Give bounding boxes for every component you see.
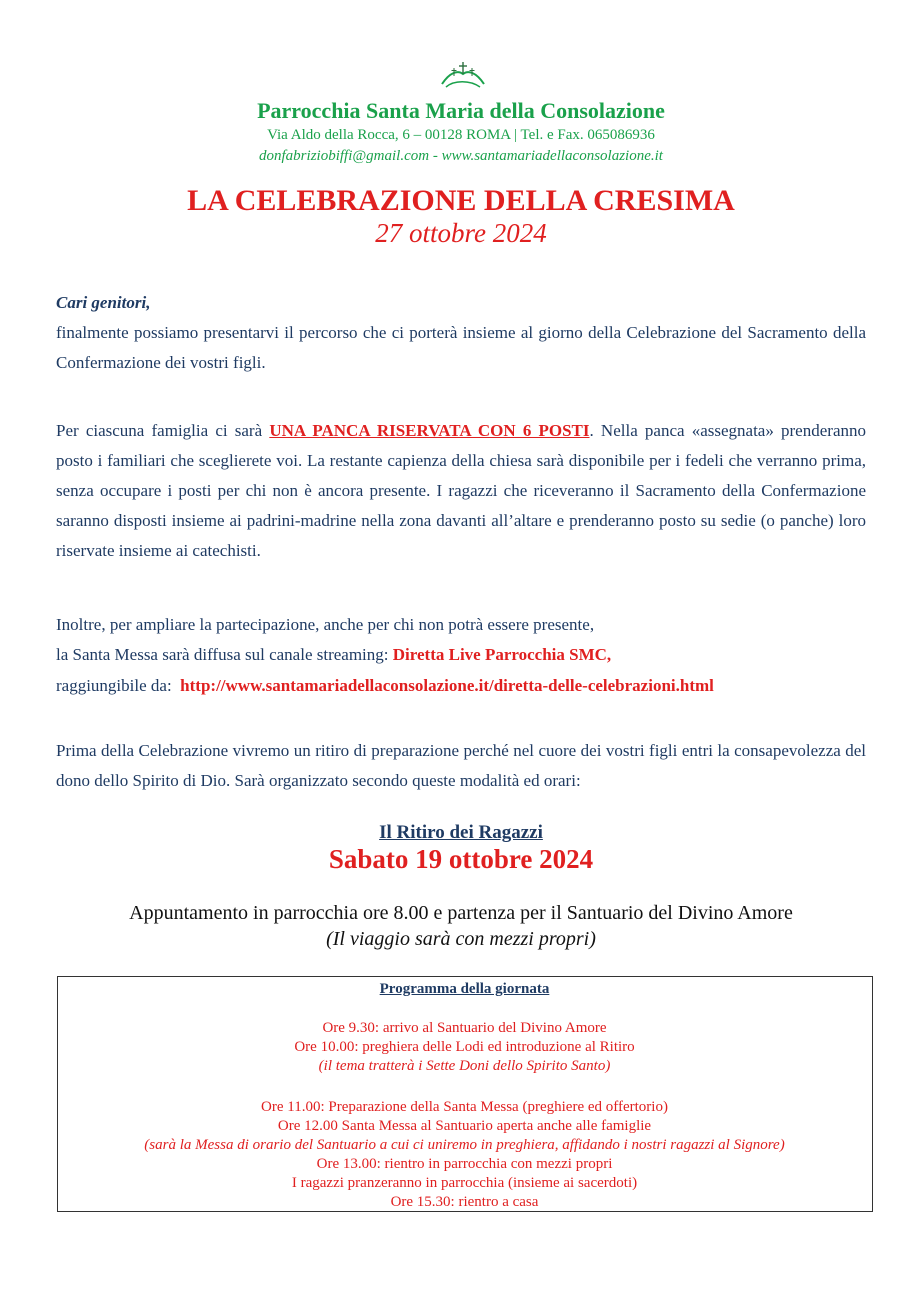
streaming-channel: Diretta Live Parrocchia SMC,	[392, 645, 612, 664]
panca-text-before: Per ciascuna famiglia ci sarà	[56, 421, 270, 440]
ritiro-date: Sabato 19 ottobre 2024	[328, 844, 594, 874]
viaggio-note: (Il viaggio sarà con mezzi propri)	[326, 928, 596, 950]
programma-item: Ore 9.30: arrivo al Santuario del Divino Amore	[322, 1020, 607, 1036]
paragraph-ritiro: Prima della Celebrazione vivremo un ritiro di preparazione perché nel cuore dei vostri figli entri la consapevolezza del dono dello Spirito di Dio. Sarà organizzato secondo queste modalità ed orari:	[56, 741, 866, 790]
parish-contacts: donfabriziobiffi@gmail.com - www.santamariadellaconsolazione.it	[259, 148, 663, 164]
programma-item-note: (il tema tratterà i Sette Doni dello Spirito Santo)	[318, 1058, 611, 1074]
programma-item: Ore 15.30: rientro a casa	[390, 1194, 539, 1210]
church-hill-logo-icon	[440, 60, 486, 90]
programma-item: Ore 10.00: preghiera delle Lodi ed introduzione al Ritiro	[294, 1039, 635, 1055]
programma-title: Programma della giornata	[379, 981, 550, 997]
programma-item-note: (sarà la Messa di orario del Santuario a cui ci uniremo in preghiera, affidando i nostri ragazzi al Signore)	[144, 1137, 785, 1153]
streaming-link[interactable]: http://www.santamariadellaconsolazione.it/diretta-delle-celebrazioni.html	[180, 676, 714, 695]
paragraph-streaming-line1: Inoltre, per ampliare la partecipazione, anche per chi non potrà essere presente,	[56, 615, 595, 634]
document-date: 27 ottobre 2024	[375, 218, 547, 248]
programma-item: Ore 12.00 Santa Messa al Santuario aperta anche alle famiglie	[277, 1118, 652, 1134]
programma-item: Ore 11.00: Preparazione della Santa Messa (preghiere ed offertorio)	[261, 1099, 668, 1115]
paragraph-streaming-line3	[56, 671, 866, 701]
panca-text-after: . Nella panca «assegnata» prenderanno posto i familiari che sceglierete voi. La restante capienza della chiesa sarà disponibile per i fedeli che verranno prima, senza occupare i posti per chi non è ancora presente. I ragazzi che riceveranno il Sacramento della Confermazione saranno disposti insieme ai padrini-madrine nella zona davanti all’altare e prenderanno posto su sedie (o panche) loro riservate insieme ai catechisti.	[56, 421, 866, 560]
ritiro-title: Il Ritiro dei Ragazzi	[379, 822, 543, 843]
parish-address: Via Aldo della Rocca, 6 – 00128 ROMA | Tel. e Fax. 065086936	[267, 127, 655, 143]
paragraph-streaming-line2	[56, 640, 866, 670]
salutation: Cari genitori,	[56, 293, 151, 312]
paragraph-panca	[56, 416, 866, 566]
appuntamento: Appuntamento in parrocchia ore 8.00 e partenza per il Santuario del Divino Amore	[129, 902, 793, 924]
document-title: LA CELEBRAZIONE DELLA CRESIMA	[187, 184, 735, 217]
programma-item: I ragazzi pranzeranno in parrocchia (insieme ai sacerdoti)	[291, 1175, 638, 1191]
link-prefix: raggiungibile da:	[56, 676, 181, 695]
parish-name: Parrocchia Santa Maria della Consolazione	[257, 98, 665, 123]
programma-box	[57, 976, 873, 1212]
programma-item: Ore 13.00: rientro in parrocchia con mezzi propri	[316, 1156, 613, 1172]
paragraph-intro: finalmente possiamo presentarvi il percorso che ci porterà insieme al giorno della Celebrazione del Sacramento della Confermazione dei vostri figli.	[56, 323, 866, 372]
panca-highlight: UNA PANCA RISERVATA CON 6 POSTI	[269, 421, 590, 440]
streaming-text: la Santa Messa sarà diffusa sul canale streaming:	[56, 645, 393, 664]
